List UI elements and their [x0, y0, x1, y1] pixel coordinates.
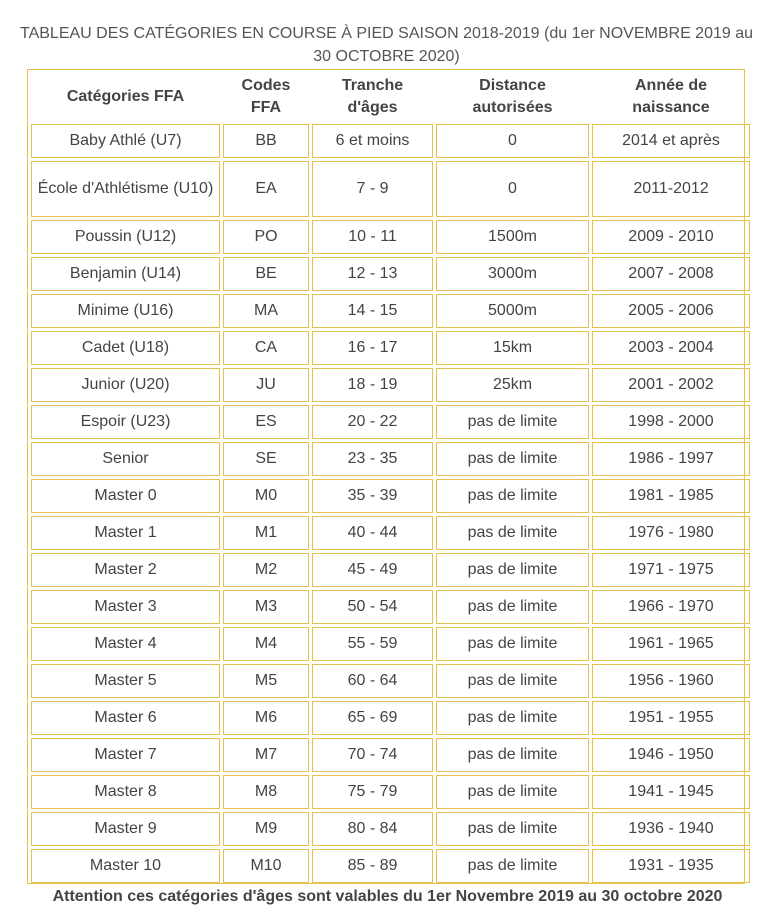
cell-category: Master 8 — [31, 775, 220, 809]
cell-category: Master 1 — [31, 516, 220, 550]
table-row — [31, 331, 750, 365]
cell-category: Espoir (U23) — [31, 405, 220, 439]
cell-code: M6 — [223, 701, 309, 735]
cell-category: Master 6 — [31, 701, 220, 735]
cell-code: EA — [223, 161, 309, 217]
cell-ages: 16 - 17 — [312, 331, 433, 365]
table-row — [31, 220, 750, 254]
cell-birth-year: 1971 - 1975 — [592, 553, 750, 587]
cell-category: Benjamin (U14) — [31, 257, 220, 291]
cell-distance: 5000m — [436, 294, 589, 328]
cell-ages: 55 - 59 — [312, 627, 433, 661]
cell-ages: 40 - 44 — [312, 516, 433, 550]
cell-birth-year: 1956 - 1960 — [592, 664, 750, 698]
cell-birth-year: 1951 - 1955 — [592, 701, 750, 735]
cell-category: Master 7 — [31, 738, 220, 772]
cell-ages: 70 - 74 — [312, 738, 433, 772]
cell-birth-year: 2007 - 2008 — [592, 257, 750, 291]
cell-category: Master 0 — [31, 479, 220, 513]
table-body — [31, 124, 750, 883]
table-row — [31, 124, 750, 158]
cell-code: M7 — [223, 738, 309, 772]
cell-code: M3 — [223, 590, 309, 624]
cell-distance: pas de limite — [436, 775, 589, 809]
cell-birth-year: 2011-2012 — [592, 161, 750, 217]
cell-code: M5 — [223, 664, 309, 698]
cell-category: Baby Athlé (U7) — [31, 124, 220, 158]
table-row — [31, 775, 750, 809]
cell-category: Master 9 — [31, 812, 220, 846]
table-row — [31, 553, 750, 587]
header-category: Catégories FFA — [66, 88, 185, 105]
cell-code: JU — [223, 368, 309, 402]
cell-category: Master 2 — [31, 553, 220, 587]
cell-distance: 1500m — [436, 220, 589, 254]
cell-birth-year: 2014 et après — [592, 124, 750, 158]
header-ages: Tranche d'âges — [341, 77, 404, 116]
cell-birth-year: 2001 - 2002 — [592, 368, 750, 402]
cell-distance: pas de limite — [436, 627, 589, 661]
cell-category: Minime (U16) — [31, 294, 220, 328]
cell-ages: 23 - 35 — [312, 442, 433, 476]
cell-ages: 65 - 69 — [312, 701, 433, 735]
cell-code: M9 — [223, 812, 309, 846]
table-row — [31, 516, 750, 550]
cell-code: MA — [223, 294, 309, 328]
cell-distance: pas de limite — [436, 849, 589, 883]
table-row — [31, 161, 750, 217]
cell-code: M8 — [223, 775, 309, 809]
cell-code: CA — [223, 331, 309, 365]
cell-birth-year: 1981 - 1985 — [592, 479, 750, 513]
cell-code: SE — [223, 442, 309, 476]
cell-distance: 15km — [436, 331, 589, 365]
cell-ages: 75 - 79 — [312, 775, 433, 809]
table-row — [31, 479, 750, 513]
cell-code: PO — [223, 220, 309, 254]
cell-distance: 3000m — [436, 257, 589, 291]
cell-birth-year: 1976 - 1980 — [592, 516, 750, 550]
table-row — [31, 257, 750, 291]
table-row — [31, 590, 750, 624]
cell-birth-year: 1946 - 1950 — [592, 738, 750, 772]
cell-birth-year: 1931 - 1935 — [592, 849, 750, 883]
cell-distance: pas de limite — [436, 738, 589, 772]
table-row — [31, 664, 750, 698]
cell-ages: 50 - 54 — [312, 590, 433, 624]
page-title: TABLEAU DES CATÉGORIES EN COURSE À PIED SAISON 2018-2019 (du 1er NOVEMBRE 2019 au 30 OCTOBRE 2020) — [20, 25, 754, 65]
table-row — [31, 627, 750, 661]
table-row — [31, 849, 750, 883]
cell-birth-year: 1941 - 1945 — [592, 775, 750, 809]
table-row — [31, 812, 750, 846]
cell-birth-year: 2005 - 2006 — [592, 294, 750, 328]
cell-ages: 85 - 89 — [312, 849, 433, 883]
categories-table — [28, 70, 753, 886]
categories-table-container — [27, 69, 745, 884]
cell-birth-year: 1966 - 1970 — [592, 590, 750, 624]
cell-code: BB — [223, 124, 309, 158]
cell-ages: 35 - 39 — [312, 479, 433, 513]
cell-ages: 45 - 49 — [312, 553, 433, 587]
cell-code: M2 — [223, 553, 309, 587]
cell-code: M4 — [223, 627, 309, 661]
table-row — [31, 294, 750, 328]
cell-category: École d'Athlétisme (U10) — [31, 161, 220, 217]
cell-ages: 18 - 19 — [312, 368, 433, 402]
table-row — [31, 701, 750, 735]
cell-category: Master 10 — [31, 849, 220, 883]
cell-category: Master 3 — [31, 590, 220, 624]
cell-ages: 20 - 22 — [312, 405, 433, 439]
cell-ages: 6 et moins — [312, 124, 433, 158]
cell-category: Cadet (U18) — [31, 331, 220, 365]
cell-code: M1 — [223, 516, 309, 550]
cell-birth-year: 1961 - 1965 — [592, 627, 750, 661]
cell-code: BE — [223, 257, 309, 291]
cell-ages: 14 - 15 — [312, 294, 433, 328]
cell-distance: pas de limite — [436, 590, 589, 624]
cell-category: Master 5 — [31, 664, 220, 698]
cell-distance: pas de limite — [436, 701, 589, 735]
cell-code: M0 — [223, 479, 309, 513]
cell-distance: 25km — [436, 368, 589, 402]
table-row — [31, 368, 750, 402]
cell-category: Junior (U20) — [31, 368, 220, 402]
cell-distance: pas de limite — [436, 664, 589, 698]
cell-birth-year: 1936 - 1940 — [592, 812, 750, 846]
header-birth-year: Année de naissance — [632, 77, 710, 116]
cell-distance: pas de limite — [436, 442, 589, 476]
validity-notice: Attention ces catégories d'âges sont valables du 1er Novembre 2019 au 30 octobre 2020 — [52, 888, 723, 905]
cell-ages: 10 - 11 — [312, 220, 433, 254]
cell-ages: 60 - 64 — [312, 664, 433, 698]
cell-ages: 80 - 84 — [312, 812, 433, 846]
table-row — [31, 442, 750, 476]
cell-birth-year: 2003 - 2004 — [592, 331, 750, 365]
header-distance: Distance autorisées — [472, 77, 553, 116]
cell-code: ES — [223, 405, 309, 439]
cell-category: Master 4 — [31, 627, 220, 661]
cell-birth-year: 2009 - 2010 — [592, 220, 750, 254]
table-row — [31, 405, 750, 439]
table-header-row — [31, 73, 750, 121]
table-row — [31, 738, 750, 772]
cell-distance: pas de limite — [436, 516, 589, 550]
cell-birth-year: 1986 - 1997 — [592, 442, 750, 476]
cell-birth-year: 1998 - 2000 — [592, 405, 750, 439]
cell-distance: pas de limite — [436, 479, 589, 513]
cell-category: Poussin (U12) — [31, 220, 220, 254]
cell-code: M10 — [223, 849, 309, 883]
cell-ages: 12 - 13 — [312, 257, 433, 291]
cell-distance: 0 — [436, 124, 589, 158]
cell-distance: 0 — [436, 161, 589, 217]
cell-distance: pas de limite — [436, 553, 589, 587]
header-codes: Codes FFA — [241, 77, 291, 116]
cell-category: Senior — [31, 442, 220, 476]
cell-ages: 7 - 9 — [312, 161, 433, 217]
cell-distance: pas de limite — [436, 405, 589, 439]
cell-distance: pas de limite — [436, 812, 589, 846]
